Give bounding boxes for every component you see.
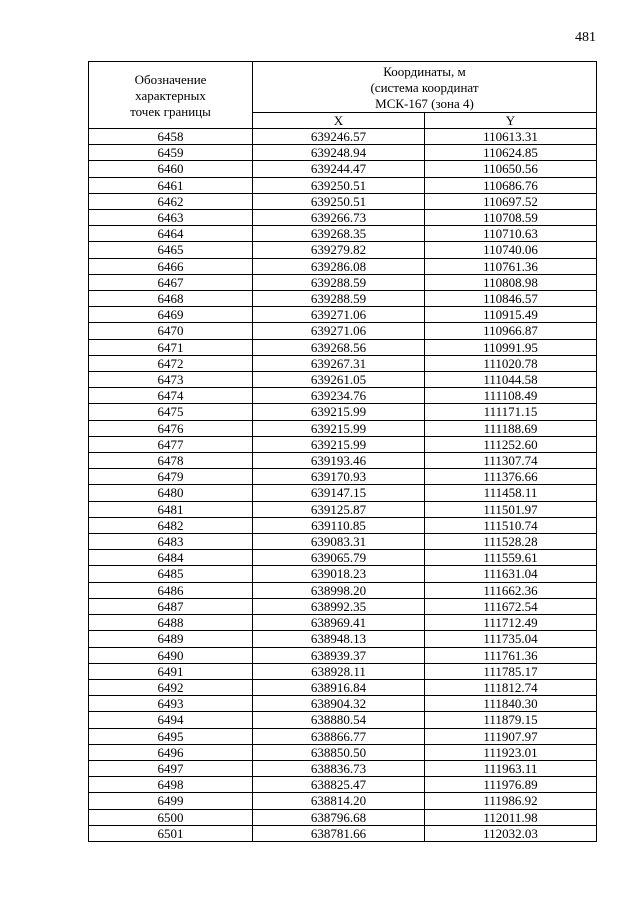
x-coordinate-cell: 639193.46 [253, 453, 425, 469]
y-coordinate-cell: 111976.89 [425, 777, 597, 793]
table-row [89, 550, 597, 566]
x-coordinate-cell: 638939.37 [253, 647, 425, 663]
table-row [89, 598, 597, 614]
x-coordinate-cell: 639250.51 [253, 177, 425, 193]
point-id-cell: 6472 [89, 355, 253, 371]
point-id-cell: 6459 [89, 145, 253, 161]
x-coordinate-cell: 639215.99 [253, 404, 425, 420]
y-column-header: Y [425, 113, 597, 129]
table-row [89, 291, 597, 307]
x-coordinate-cell: 639170.93 [253, 469, 425, 485]
table-row [89, 436, 597, 452]
y-coordinate-cell: 110613.31 [425, 129, 597, 145]
x-coordinate-cell: 639244.47 [253, 161, 425, 177]
y-coordinate-cell: 110710.63 [425, 226, 597, 242]
point-id-cell: 6465 [89, 242, 253, 258]
point-id-cell: 6473 [89, 372, 253, 388]
points-header-line: Обозначение [134, 72, 207, 87]
point-id-cell: 6466 [89, 258, 253, 274]
point-id-cell: 6501 [89, 825, 253, 841]
x-coordinate-cell: 639261.05 [253, 372, 425, 388]
table-row [89, 647, 597, 663]
point-id-cell: 6484 [89, 550, 253, 566]
point-id-cell: 6492 [89, 679, 253, 695]
y-coordinate-cell: 111559.61 [425, 550, 597, 566]
coordinates-table [88, 61, 597, 842]
point-id-cell: 6461 [89, 177, 253, 193]
y-coordinate-cell: 110740.06 [425, 242, 597, 258]
point-id-cell: 6498 [89, 777, 253, 793]
x-coordinate-cell: 639234.76 [253, 388, 425, 404]
point-id-cell: 6478 [89, 453, 253, 469]
point-id-cell: 6496 [89, 744, 253, 760]
table-row [89, 388, 597, 404]
y-coordinate-cell: 110966.87 [425, 323, 597, 339]
table-row [89, 825, 597, 841]
table-row [89, 793, 597, 809]
point-id-cell: 6476 [89, 420, 253, 436]
y-coordinate-cell: 111735.04 [425, 631, 597, 647]
y-coordinate-cell: 111879.15 [425, 712, 597, 728]
point-id-cell: 6471 [89, 339, 253, 355]
points-header-line: точек границы [130, 104, 211, 119]
points-column-header [89, 62, 253, 129]
y-coordinate-cell: 111376.66 [425, 469, 597, 485]
table-row [89, 323, 597, 339]
x-coordinate-cell: 638998.20 [253, 582, 425, 598]
coordinates-header-line: Координаты, м [383, 64, 466, 79]
point-id-cell: 6470 [89, 323, 253, 339]
table-row [89, 517, 597, 533]
point-id-cell: 6480 [89, 485, 253, 501]
x-coordinate-cell: 638948.13 [253, 631, 425, 647]
table-row [89, 501, 597, 517]
y-coordinate-cell: 111044.58 [425, 372, 597, 388]
table-row [89, 226, 597, 242]
x-coordinate-cell: 639018.23 [253, 566, 425, 582]
y-coordinate-cell: 111907.97 [425, 728, 597, 744]
x-coordinate-cell: 639250.51 [253, 193, 425, 209]
x-coordinate-cell: 639271.06 [253, 307, 425, 323]
table-row [89, 663, 597, 679]
table-row [89, 777, 597, 793]
x-coordinate-cell: 639286.08 [253, 258, 425, 274]
table-row [89, 339, 597, 355]
x-coordinate-cell: 639248.94 [253, 145, 425, 161]
coordinates-header-line: (система координат [370, 80, 479, 95]
y-coordinate-cell: 111986.92 [425, 793, 597, 809]
table-row [89, 534, 597, 550]
y-coordinate-cell: 111662.36 [425, 582, 597, 598]
point-id-cell: 6489 [89, 631, 253, 647]
table-row [89, 242, 597, 258]
point-id-cell: 6467 [89, 274, 253, 290]
point-id-cell: 6477 [89, 436, 253, 452]
point-id-cell: 6488 [89, 615, 253, 631]
y-coordinate-cell: 111785.17 [425, 663, 597, 679]
point-id-cell: 6497 [89, 760, 253, 776]
point-id-cell: 6464 [89, 226, 253, 242]
point-id-cell: 6460 [89, 161, 253, 177]
y-coordinate-cell: 110915.49 [425, 307, 597, 323]
table-row [89, 744, 597, 760]
point-id-cell: 6475 [89, 404, 253, 420]
table-row [89, 145, 597, 161]
y-coordinate-cell: 111501.97 [425, 501, 597, 517]
x-coordinate-cell: 639288.59 [253, 291, 425, 307]
point-id-cell: 6490 [89, 647, 253, 663]
point-id-cell: 6458 [89, 129, 253, 145]
y-coordinate-cell: 111812.74 [425, 679, 597, 695]
table-row [89, 404, 597, 420]
y-coordinate-cell: 110808.98 [425, 274, 597, 290]
table-row [89, 355, 597, 371]
y-coordinate-cell: 111840.30 [425, 696, 597, 712]
table-body [89, 129, 597, 842]
x-coordinate-cell: 638992.35 [253, 598, 425, 614]
point-id-cell: 6495 [89, 728, 253, 744]
table-row [89, 712, 597, 728]
y-coordinate-cell: 111188.69 [425, 420, 597, 436]
point-id-cell: 6481 [89, 501, 253, 517]
point-id-cell: 6474 [89, 388, 253, 404]
x-coordinate-cell: 638969.41 [253, 615, 425, 631]
x-coordinate-cell: 639083.31 [253, 534, 425, 550]
point-id-cell: 6468 [89, 291, 253, 307]
point-id-cell: 6493 [89, 696, 253, 712]
x-coordinate-cell: 638904.32 [253, 696, 425, 712]
y-coordinate-cell: 111672.54 [425, 598, 597, 614]
x-coordinate-cell: 639215.99 [253, 420, 425, 436]
x-coordinate-cell: 639268.56 [253, 339, 425, 355]
page-number: 481 [575, 30, 596, 45]
y-coordinate-cell: 111528.28 [425, 534, 597, 550]
point-id-cell: 6462 [89, 193, 253, 209]
table-row [89, 307, 597, 323]
table-row [89, 728, 597, 744]
y-coordinate-cell: 111510.74 [425, 517, 597, 533]
x-coordinate-cell: 639267.31 [253, 355, 425, 371]
point-id-cell: 6482 [89, 517, 253, 533]
x-coordinate-cell: 639288.59 [253, 274, 425, 290]
x-coordinate-cell: 639279.82 [253, 242, 425, 258]
x-coordinate-cell: 639110.85 [253, 517, 425, 533]
table-row [89, 485, 597, 501]
x-coordinate-cell: 639065.79 [253, 550, 425, 566]
table-row [89, 809, 597, 825]
y-coordinate-cell: 111020.78 [425, 355, 597, 371]
point-id-cell: 6479 [89, 469, 253, 485]
point-id-cell: 6494 [89, 712, 253, 728]
table-row [89, 453, 597, 469]
x-coordinate-cell: 639266.73 [253, 210, 425, 226]
x-coordinate-cell: 638850.50 [253, 744, 425, 760]
table-row [89, 582, 597, 598]
table-row [89, 760, 597, 776]
point-id-cell: 6486 [89, 582, 253, 598]
y-coordinate-cell: 112032.03 [425, 825, 597, 841]
x-coordinate-cell: 638916.84 [253, 679, 425, 695]
point-id-cell: 6499 [89, 793, 253, 809]
y-coordinate-cell: 111458.11 [425, 485, 597, 501]
y-coordinate-cell: 110686.76 [425, 177, 597, 193]
y-coordinate-cell: 112011.98 [425, 809, 597, 825]
point-id-cell: 6463 [89, 210, 253, 226]
table-row [89, 193, 597, 209]
table-row [89, 161, 597, 177]
y-coordinate-cell: 111631.04 [425, 566, 597, 582]
x-coordinate-cell: 638796.68 [253, 809, 425, 825]
y-coordinate-cell: 110624.85 [425, 145, 597, 161]
point-id-cell: 6483 [89, 534, 253, 550]
point-id-cell: 6485 [89, 566, 253, 582]
y-coordinate-cell: 110991.95 [425, 339, 597, 355]
point-id-cell: 6487 [89, 598, 253, 614]
table-row [89, 679, 597, 695]
y-coordinate-cell: 110697.52 [425, 193, 597, 209]
y-coordinate-cell: 110650.56 [425, 161, 597, 177]
point-id-cell: 6500 [89, 809, 253, 825]
x-coordinate-cell: 639215.99 [253, 436, 425, 452]
x-coordinate-cell: 638781.66 [253, 825, 425, 841]
x-coordinate-cell: 638880.54 [253, 712, 425, 728]
y-coordinate-cell: 111761.36 [425, 647, 597, 663]
y-coordinate-cell: 111307.74 [425, 453, 597, 469]
table-row [89, 372, 597, 388]
y-coordinate-cell: 110846.57 [425, 291, 597, 307]
y-coordinate-cell: 111963.11 [425, 760, 597, 776]
table-row [89, 210, 597, 226]
table-row [89, 566, 597, 582]
point-id-cell: 6469 [89, 307, 253, 323]
x-coordinate-cell: 638814.20 [253, 793, 425, 809]
x-coordinate-cell: 639271.06 [253, 323, 425, 339]
point-id-cell: 6491 [89, 663, 253, 679]
table-header [89, 62, 597, 129]
y-coordinate-cell: 110708.59 [425, 210, 597, 226]
table-row [89, 615, 597, 631]
points-header-line: характерных [135, 88, 206, 103]
table-row [89, 274, 597, 290]
y-coordinate-cell: 110761.36 [425, 258, 597, 274]
y-coordinate-cell: 111923.01 [425, 744, 597, 760]
table-row [89, 420, 597, 436]
x-coordinate-cell: 638825.47 [253, 777, 425, 793]
x-coordinate-cell: 639268.35 [253, 226, 425, 242]
table-row [89, 696, 597, 712]
table-row [89, 258, 597, 274]
y-coordinate-cell: 111108.49 [425, 388, 597, 404]
table-row [89, 631, 597, 647]
x-coordinate-cell: 639125.87 [253, 501, 425, 517]
y-coordinate-cell: 111252.60 [425, 436, 597, 452]
y-coordinate-cell: 111712.49 [425, 615, 597, 631]
table-row [89, 469, 597, 485]
x-coordinate-cell: 638836.73 [253, 760, 425, 776]
table-row [89, 129, 597, 145]
x-coordinate-cell: 639147.15 [253, 485, 425, 501]
x-coordinate-cell: 639246.57 [253, 129, 425, 145]
coordinates-column-header [253, 62, 597, 113]
y-coordinate-cell: 111171.15 [425, 404, 597, 420]
x-column-header: X [253, 113, 425, 129]
coordinates-header-line: МСК-167 (зона 4) [375, 96, 474, 111]
table-row [89, 177, 597, 193]
x-coordinate-cell: 638928.11 [253, 663, 425, 679]
x-coordinate-cell: 638866.77 [253, 728, 425, 744]
